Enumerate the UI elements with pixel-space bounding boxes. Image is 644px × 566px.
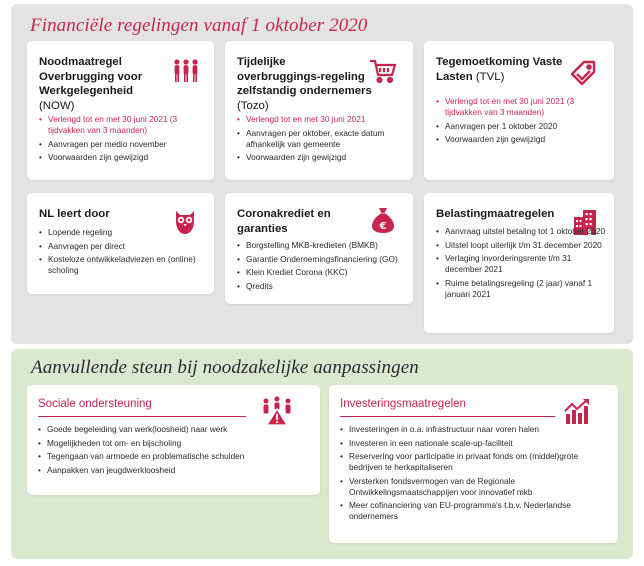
list-item: • Lopende regeling xyxy=(39,227,207,238)
card-sociale-ondersteuning xyxy=(27,385,320,495)
tag-ticket-icon xyxy=(568,58,598,88)
list-item: • Verlaging invorderingsrente t/m 31 december 2021 xyxy=(436,253,608,275)
svg-text:€: € xyxy=(379,221,387,232)
card-coronakrediet xyxy=(225,193,413,304)
list-item: • Aanpakken van jeugdwerkloosheid xyxy=(38,465,308,476)
card-title: Tijdelijke overbruggings-regeling zelfstandig ondernemers (Tozo) xyxy=(237,56,372,112)
card-tvl xyxy=(424,41,614,180)
bullet-list xyxy=(436,226,608,302)
bullet-list xyxy=(38,424,308,478)
list-item: • Verlengd tot en met 30 juni 2021 (3 tijdvakken van 3 maanden) xyxy=(436,96,606,118)
card-investeringsmaatregelen xyxy=(329,385,618,543)
bullet-list xyxy=(340,424,608,525)
money-bag-euro-icon xyxy=(368,205,398,235)
financial-measures-title: Financiële regelingen vanaf 1 oktober 2020 xyxy=(30,15,368,36)
card-title: Belastingmaatregelen xyxy=(436,208,555,220)
people-group-icon xyxy=(171,57,201,87)
divider xyxy=(340,416,555,417)
bullet-list xyxy=(237,240,409,294)
list-item: • Investeren in een nationale scale-up-faciliteit xyxy=(340,438,608,449)
bullet-list xyxy=(39,114,207,166)
people-warning-icon xyxy=(260,395,294,427)
list-item: • Aanvragen per oktober, exacte datum afhankelijk van gemeente xyxy=(237,128,405,150)
list-item: • Aanvraag uitstel betaling tot 1 oktober 2020 xyxy=(436,226,608,237)
growth-chart-icon xyxy=(563,397,593,425)
list-item: • Kosteloze ontwikkeladviezen en (online) scholing xyxy=(39,254,207,276)
list-item: • Goede begeleiding van werk(loosheid) naar werk xyxy=(38,424,308,435)
list-item: • Reservering voor participatie in privaat fonds om (middel)grote bedrijven te herkapitaliseren xyxy=(340,451,608,473)
list-item: • Investeringen in o.a. infrastructuur naar voren halen xyxy=(340,424,608,435)
bullet-list xyxy=(237,114,405,166)
card-now xyxy=(27,41,214,180)
list-item: • Verlengd tot en met 30 juni 2021 xyxy=(237,114,405,125)
card-title: Tegemoetkoming Vaste Lasten (TVL) xyxy=(436,56,563,83)
shopping-cart-icon xyxy=(368,56,398,86)
bullet-list xyxy=(39,227,207,279)
card-title: NL leert door xyxy=(39,208,110,220)
bullet-list xyxy=(436,96,606,148)
divider xyxy=(38,416,246,417)
list-item: • Qredits xyxy=(237,281,409,292)
list-item: • Aanvragen per 1 oktober 2020 xyxy=(436,121,606,132)
list-item: • Voorwaarden zijn gewijzigd xyxy=(436,134,606,145)
list-item: • Garantie Ondernemingsfinanciering (GO) xyxy=(237,254,409,265)
card-belastingmaatregelen xyxy=(424,193,614,333)
list-item: • Verlengd tot en met 30 juni 2021 (3 tijdvakken van 3 maanden) xyxy=(39,114,207,136)
card-title: Coronakrediet en garanties xyxy=(237,208,331,235)
list-item: • Voorwaarden zijn gewijzigd xyxy=(39,152,207,163)
additional-support-title: Aanvullende steun bij noodzakelijke aanpassingen xyxy=(31,357,419,378)
list-item: • Mogelijkheden tot om- en bijscholing xyxy=(38,438,308,449)
list-item: • Borgstelling MKB-kredieten (BMKB) xyxy=(237,240,409,251)
list-item: • Aanvragen per medio november xyxy=(39,139,207,150)
card-title: Investeringsmaatregelen xyxy=(340,398,466,410)
card-title: Noodmaatregel Overbrugging voor Werkgelegenheid (NOW) xyxy=(39,56,143,112)
list-item: • Meer cofinanciering van EU-programma's t.b.v. Nederlandse ondernemers xyxy=(340,500,608,522)
card-tozo xyxy=(225,41,413,180)
list-item: • Klein Krediet Corona (KKC) xyxy=(237,267,409,278)
list-item: • Ruime betalingsregeling (2 jaar) vanaf 1 januari 2021 xyxy=(436,278,608,300)
card-nl-leert-door xyxy=(27,193,214,294)
list-item: • Versterken fondsvermogen van de Regionale Ontwikkelingsmaatschappijen voor innovatief mkb xyxy=(340,476,608,498)
list-item: • Uitstel loopt uiterlijk t/m 31 december 2020 xyxy=(436,240,608,251)
list-item: • Aanvragen per direct xyxy=(39,241,207,252)
card-title: Sociale ondersteuning xyxy=(38,398,152,410)
list-item: • Voorwaarden zijn gewijzigd xyxy=(237,152,405,163)
list-item: • Tegengaan van armoede en problematische schulden xyxy=(38,451,308,462)
